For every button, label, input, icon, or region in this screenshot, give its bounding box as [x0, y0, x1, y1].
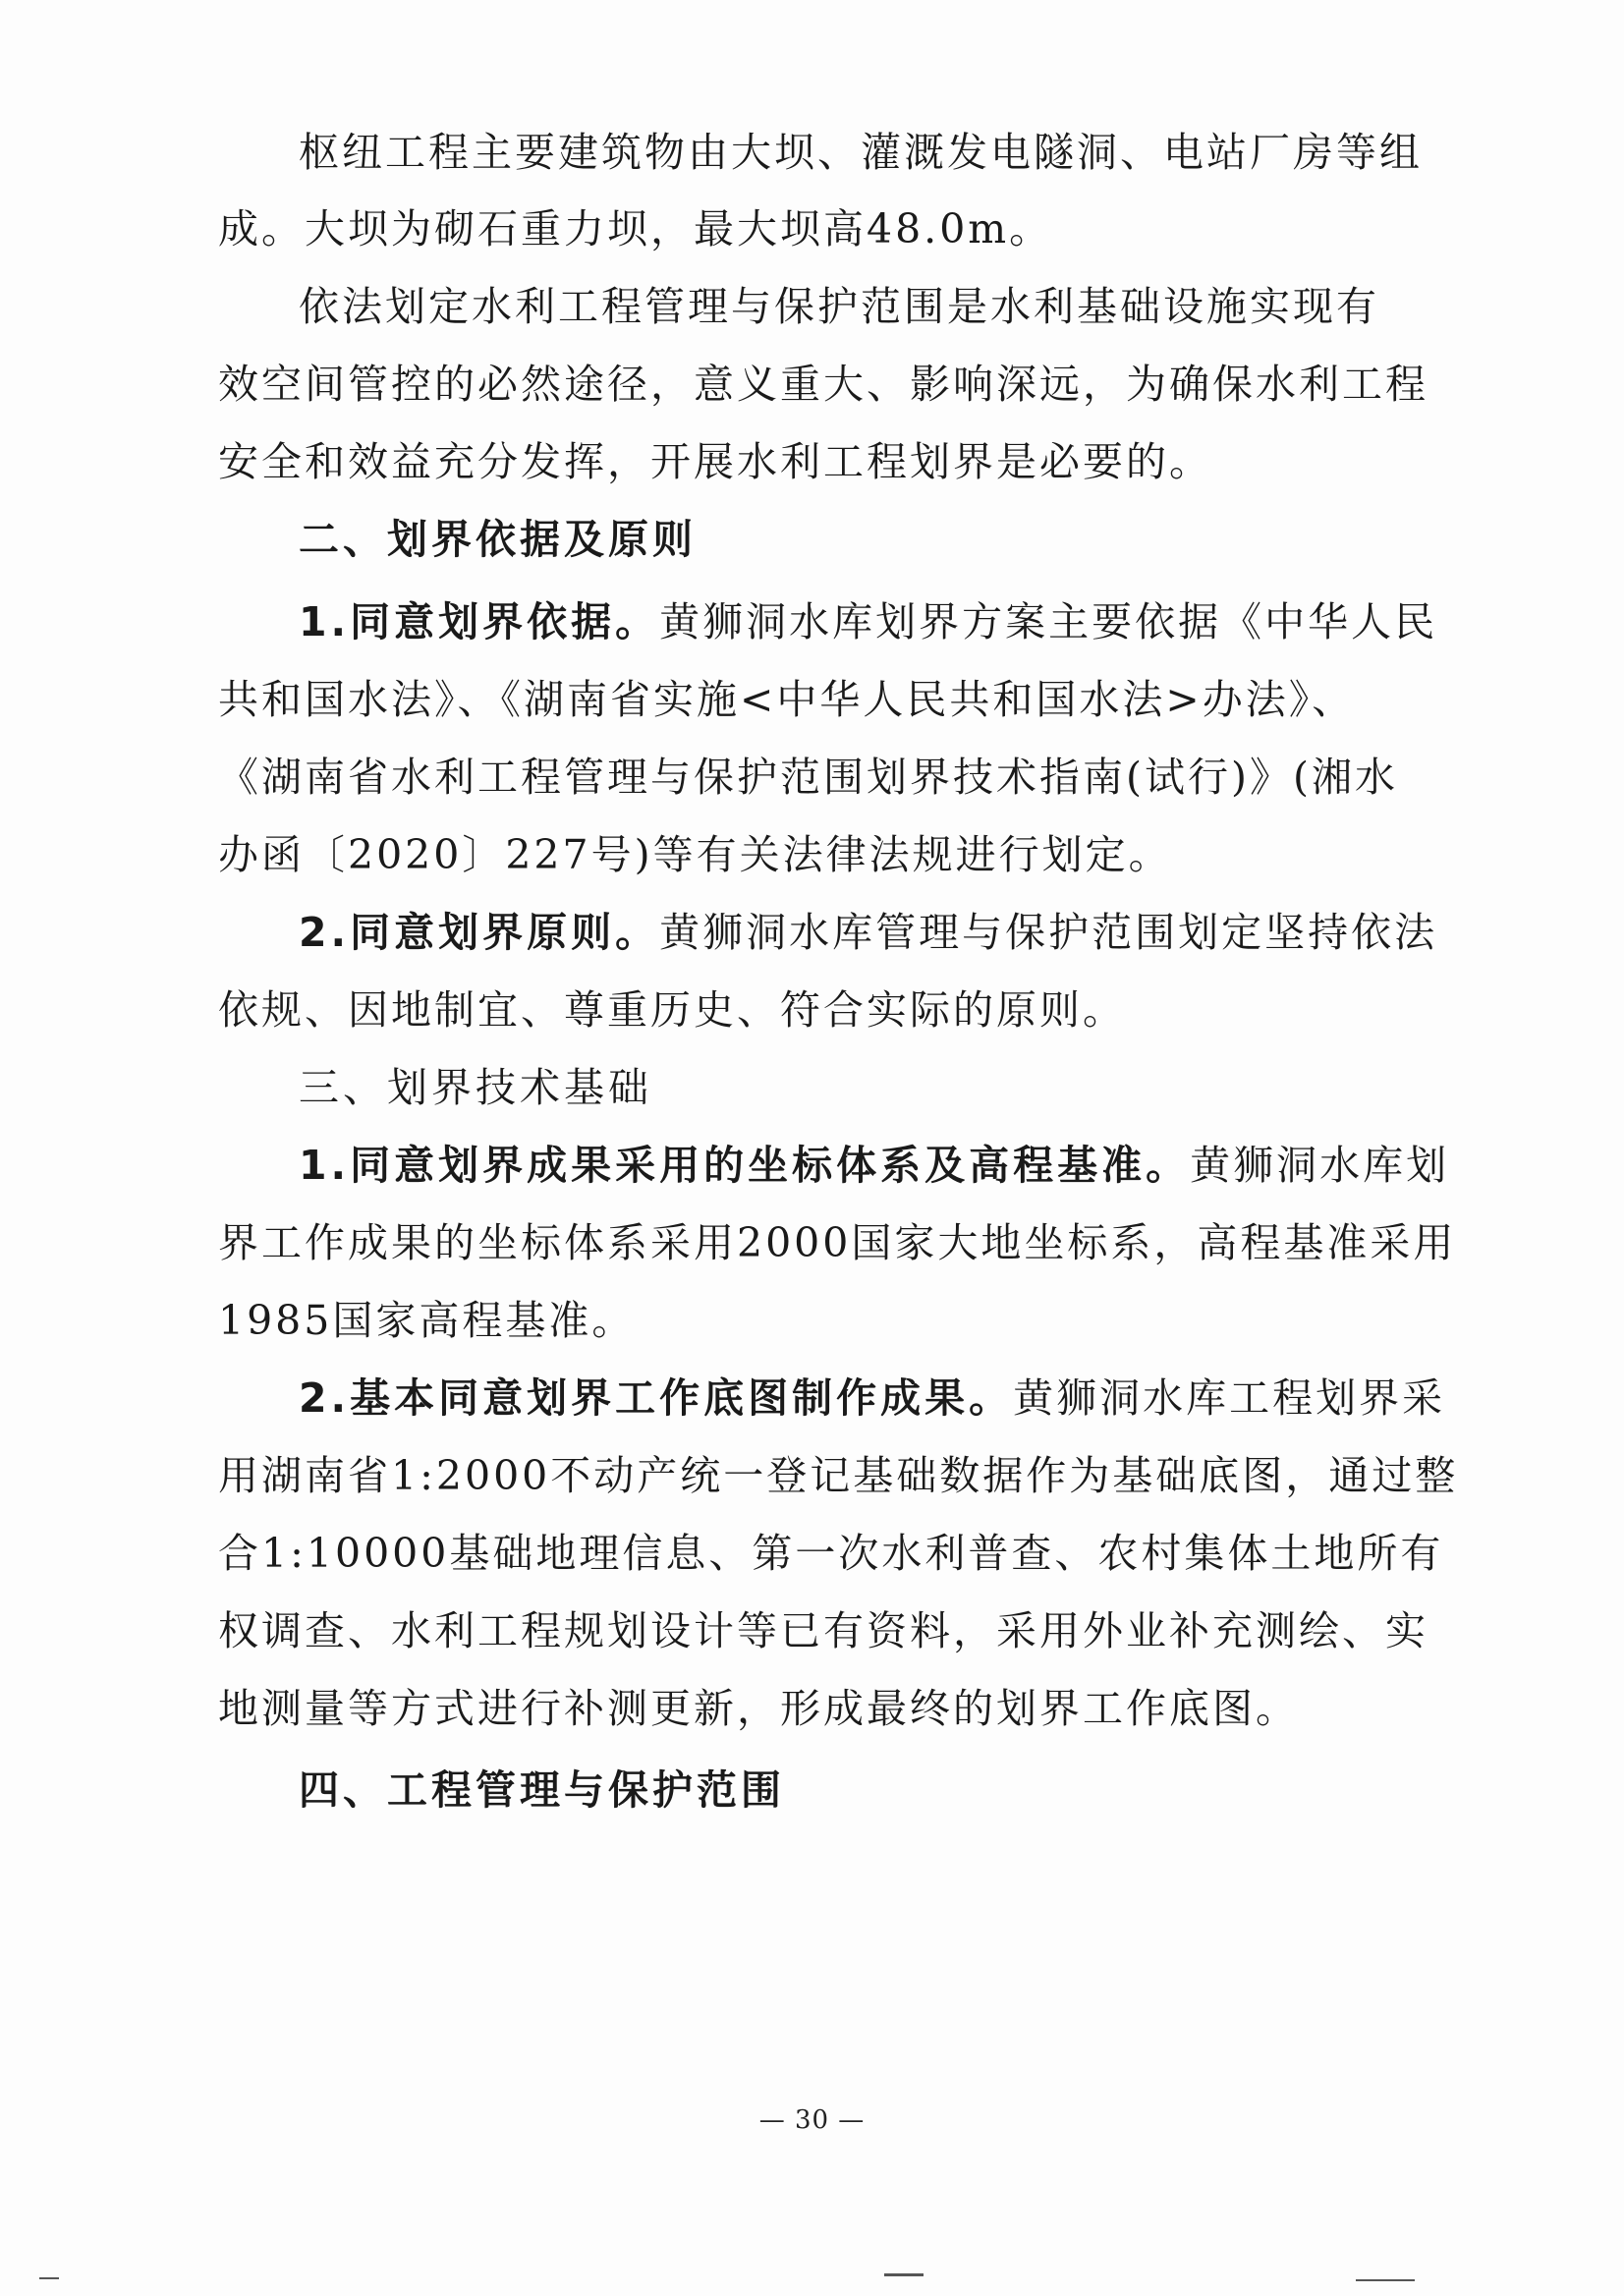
scan-mark — [39, 2277, 59, 2279]
item-text: 黄狮洞水库划 — [1190, 1142, 1450, 1189]
scan-mark — [1356, 2279, 1415, 2281]
item-line: 地测量等方式进行补测更新，形成最终的划界工作底图。 — [218, 1685, 1299, 1732]
item-line: 用湖南省1:2000不动产统一登记基础数据作为基础底图，通过整 — [218, 1452, 1459, 1499]
item-line: 依规、因地制宜、尊重历史、符合实际的原则。 — [218, 986, 1126, 1034]
paragraph-line: 成。大坝为砌石重力坝，最大坝高48.0m。 — [218, 205, 1053, 252]
item-line — [299, 597, 1438, 646]
scan-mark — [884, 2273, 924, 2276]
paragraph-line: 枢纽工程主要建筑物由大坝、灌溉发电隧洞、电站厂房等组 — [299, 129, 1423, 176]
item-title: 2.基本同意划界工作底图制作成果。 — [299, 1374, 1014, 1422]
paragraph-line: 安全和效益充分发挥，开展水利工程划界是必要的。 — [218, 438, 1212, 485]
paragraph-line: 效空间管控的必然途径，意义重大、影响深远，为确保水利工程 — [218, 361, 1428, 408]
item-line: 《湖南省水利工程管理与保护范围划界技术指南(试行)》(湘水 — [218, 754, 1398, 801]
item-line: 界工作成果的坐标体系采用2000国家大地坐标系，高程基准采用 — [218, 1219, 1457, 1266]
section-heading: 三、划界技术基础 — [299, 1064, 652, 1111]
item-line: 办函〔2020〕227号)等有关法律法规进行划定。 — [218, 831, 1172, 878]
item-line — [299, 1373, 1446, 1423]
section-heading: 四、工程管理与保护范围 — [299, 1766, 785, 1814]
item-line: 合1:10000基础地理信息、第一次水利普查、农村集体土地所有 — [218, 1530, 1444, 1577]
item-text: 黄狮洞水库划界方案主要依据《中华人民 — [659, 598, 1438, 645]
page-number: — 30 — — [758, 2105, 866, 2135]
item-title: 1.同意划界成果采用的坐标体系及高程基准。 — [299, 1142, 1191, 1189]
paragraph-line: 依法划定水利工程管理与保护范围是水利基础设施实现有 — [299, 283, 1379, 330]
item-text: 黄狮洞水库管理与保护范围划定坚持依法 — [659, 909, 1438, 956]
section-heading: 二、划界依据及原则 — [299, 516, 697, 563]
item-text: 黄狮洞水库工程划界采 — [1013, 1374, 1446, 1422]
item-line — [299, 1141, 1450, 1190]
item-line: 1985国家高程基准。 — [218, 1297, 636, 1344]
item-line — [299, 908, 1438, 957]
item-title: 1.同意划界依据。 — [299, 598, 660, 645]
item-line: 权调查、水利工程规划设计等已有资料，采用外业补充测绘、实 — [218, 1607, 1428, 1654]
item-line: 共和国水法》、《湖南省实施<中华人民共和国水法>办法》、 — [218, 676, 1356, 723]
item-title: 2.同意划界原则。 — [299, 909, 660, 956]
